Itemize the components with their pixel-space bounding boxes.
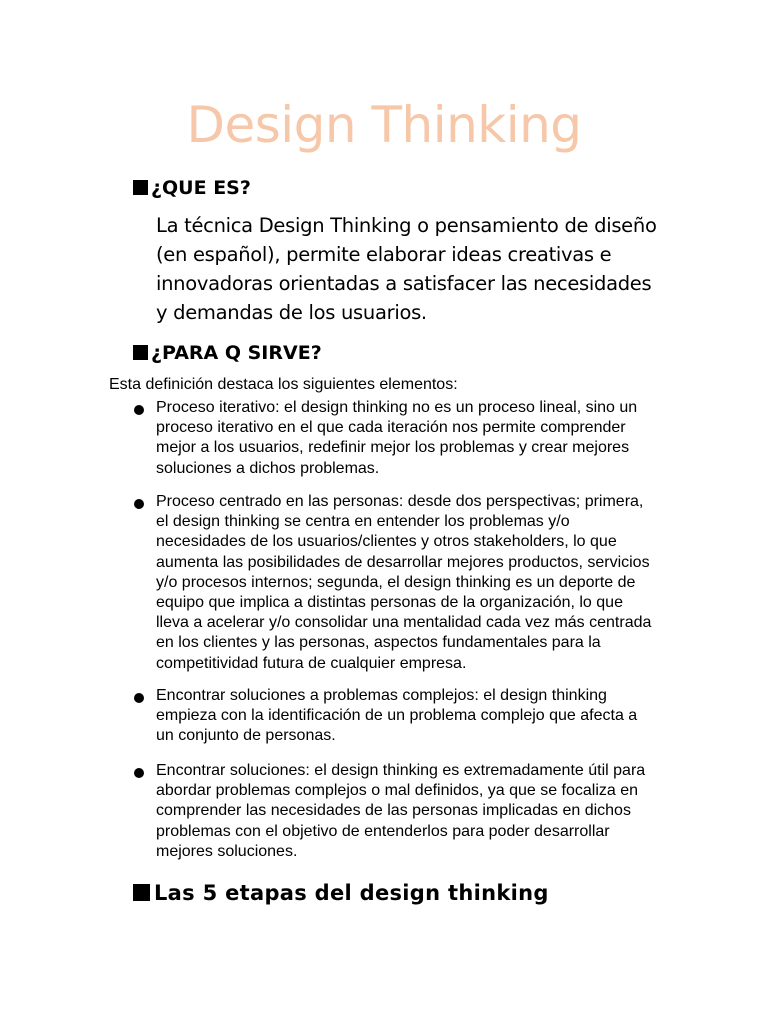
list-item-text: Proceso centrado en las personas: desde dos perspectivas; primera, el design thinking se centra en entender los problemas y/o necesidades de los usuarios/clientes y otros stakeholders, lo que aumenta las posibilidades de desarrollar mejores productos, servicios y/o procesos internos; segunda, el design thinking es un deporte de equipo que implica a distintas personas de la organización, lo que lleva a acelerar y/o consolidar una mentalidad cada vez más centrada en los clientes y las personas, aspectos fundamentales para la competitividad futura de cualquier empresa. (156, 493, 652, 672)
square-bullet-icon (133, 180, 148, 195)
section-heading-para-q-sirve (133, 341, 322, 365)
definition-paragraph: La técnica Design Thinking o pensamiento de diseño (en español), permite elaborar ideas creativas e innovadoras orientadas a satisfacer las necesidades y demandas de los usuarios. (156, 214, 657, 324)
list-item (156, 492, 656, 674)
section-heading-etapas (133, 878, 549, 908)
bullet-dot-icon (134, 405, 144, 415)
section-heading-que-es (133, 176, 251, 200)
square-bullet-icon (133, 345, 148, 360)
bullet-dot-icon (134, 499, 144, 509)
page-title: Design Thinking (186, 96, 582, 154)
list-item (156, 398, 656, 479)
list-item (156, 761, 656, 862)
lead-paragraph: Esta definición destaca los siguientes elementos: (109, 376, 458, 393)
list-item-text: Encontrar soluciones a problemas complejos: el design thinking empieza con la identificación de un problema complejo que afecta a un conjunto de personas. (156, 687, 638, 745)
list-item-text: Encontrar soluciones: el design thinking es extremadamente útil para abordar problemas complejos o mal definidos, ya que se focaliza en comprender las necesidades de las personas implicadas en dichos problemas con el objetivo de entenderlos para poder desarrollar mejores soluciones. (156, 762, 646, 860)
section-heading-label: Las 5 etapas del design thinking (154, 881, 549, 905)
list-item-text: Proceso iterativo: el design thinking no es un proceso lineal, sino un proceso iterativo en el que cada iteración nos permite comprender mejor a los usuarios, redefinir mejor los problemas y crear mejores soluciones a dichos problemas. (156, 399, 638, 477)
section-heading-label: ¿PARA Q SIRVE? (151, 342, 322, 364)
bullet-dot-icon (134, 768, 144, 778)
section-heading-label: ¿QUE ES? (151, 177, 251, 199)
square-bullet-icon (133, 884, 150, 901)
bullet-dot-icon (134, 693, 144, 703)
list-item (156, 686, 656, 747)
